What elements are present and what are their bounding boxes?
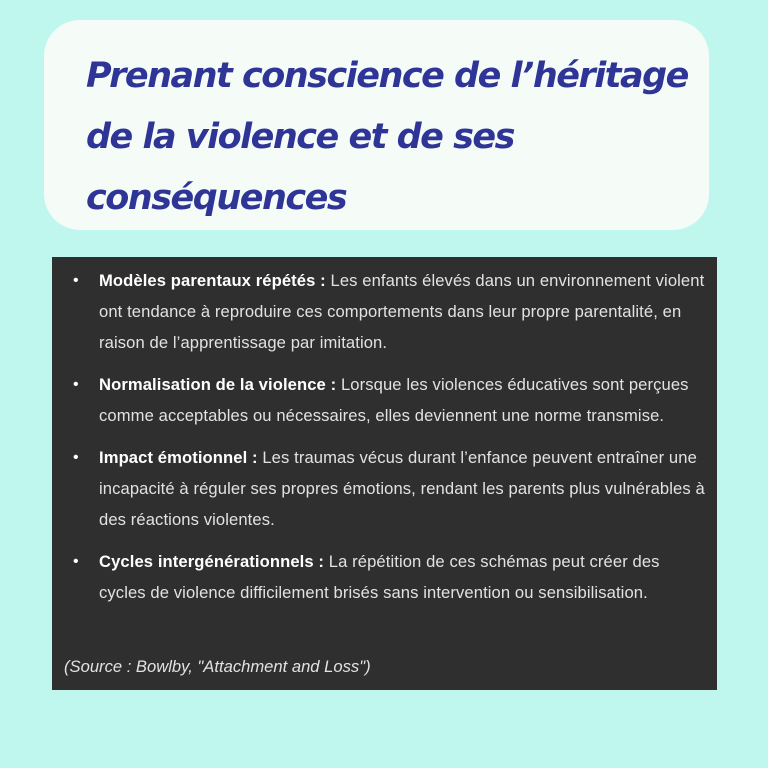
bullet-icon: • <box>73 272 79 289</box>
list-item <box>64 265 709 358</box>
bullet-text: La répétition de ces schémas peut créer des cycles de violence difficilement brisés sans intervention ou sensibilisation. <box>99 552 660 602</box>
bullet-term: Modèles parentaux répétés : <box>99 271 326 290</box>
bullet-term: Normalisation de la violence : <box>99 375 337 394</box>
content-panel <box>52 257 717 690</box>
list-item <box>64 369 709 431</box>
list-item <box>64 442 709 535</box>
bullet-text: Les traumas vécus durant l’enfance peuvent entraîner une incapacité à réguler ses propres émotions, rendant les parents plus vulnérables à des réactions violentes. <box>99 448 705 529</box>
bullet-text: Les enfants élevés dans un environnement violent ont tendance à reproduire ces comportements dans leur propre parentalité, en raison de l’apprentissage par imitation. <box>99 271 705 352</box>
bullet-term: Cycles intergénérationnels : <box>99 552 325 571</box>
page-title: Prenant conscience de l’héritage de la violence et de ses conséquences <box>86 56 688 218</box>
list-item <box>64 546 709 608</box>
bullet-icon: • <box>73 449 79 466</box>
bullet-list <box>64 265 709 608</box>
bullet-text: Lorsque les violences éducatives sont perçues comme acceptables ou nécessaires, elles deviennent une norme transmise. <box>99 375 689 425</box>
bullet-term: Impact émotionnel : <box>99 448 258 467</box>
bullet-icon: • <box>73 376 79 393</box>
bullet-icon: • <box>73 553 79 570</box>
source-citation: (Source : Bowlby, "Attachment and Loss") <box>64 657 371 676</box>
title-card <box>44 20 709 230</box>
